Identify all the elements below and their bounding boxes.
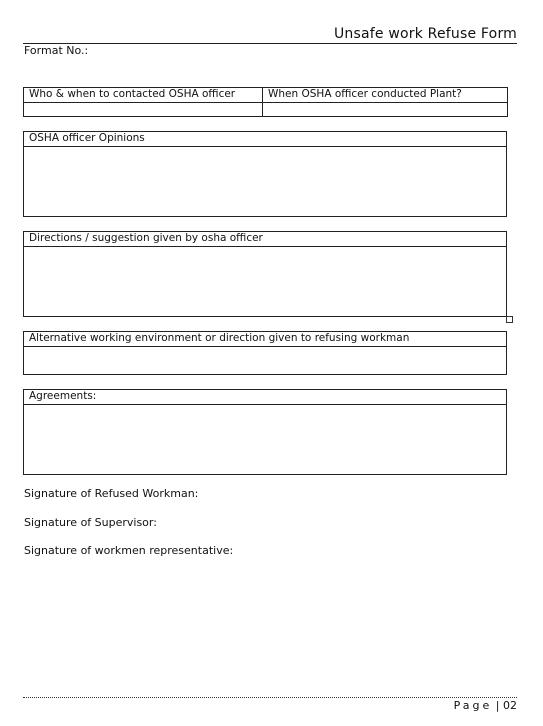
directions-header: Directions / suggestion given by osha officer — [24, 232, 506, 247]
page-separator: | — [495, 699, 500, 712]
page-number: 02 — [503, 699, 517, 712]
format-number-label: Format No.: — [24, 44, 89, 57]
agreements-field[interactable] — [24, 405, 506, 474]
contact-officer-field[interactable] — [24, 103, 263, 117]
alternative-environment-section — [23, 331, 507, 375]
osha-opinions-section — [23, 131, 507, 217]
resize-handle[interactable] — [506, 316, 513, 323]
plant-visit-header: When OSHA officer conducted Plant? — [263, 88, 508, 103]
agreements-header: Agreements: — [24, 390, 506, 405]
contact-table — [23, 87, 508, 117]
agreements-section — [23, 389, 507, 475]
page-footer — [420, 699, 517, 712]
footer-divider — [23, 697, 517, 698]
osha-opinions-header: OSHA officer Opinions — [24, 132, 506, 147]
plant-visit-field[interactable] — [263, 103, 508, 117]
refused-workman-signature: Signature of Refused Workman: — [24, 487, 199, 500]
directions-field[interactable] — [24, 247, 506, 316]
form-title: Unsafe work Refuse Form — [333, 26, 517, 42]
alternative-environment-field[interactable] — [24, 347, 506, 374]
contact-officer-header: Who & when to contacted OSHA officer — [24, 88, 263, 103]
directions-section — [23, 231, 507, 317]
osha-opinions-field[interactable] — [24, 147, 506, 216]
representative-signature: Signature of workmen representative: — [24, 544, 234, 557]
alternative-environment-header: Alternative working environment or direction given to refusing workman — [24, 332, 506, 347]
page-label: Page — [453, 699, 493, 712]
header-divider — [23, 43, 517, 44]
supervisor-signature: Signature of Supervisor: — [24, 516, 157, 529]
